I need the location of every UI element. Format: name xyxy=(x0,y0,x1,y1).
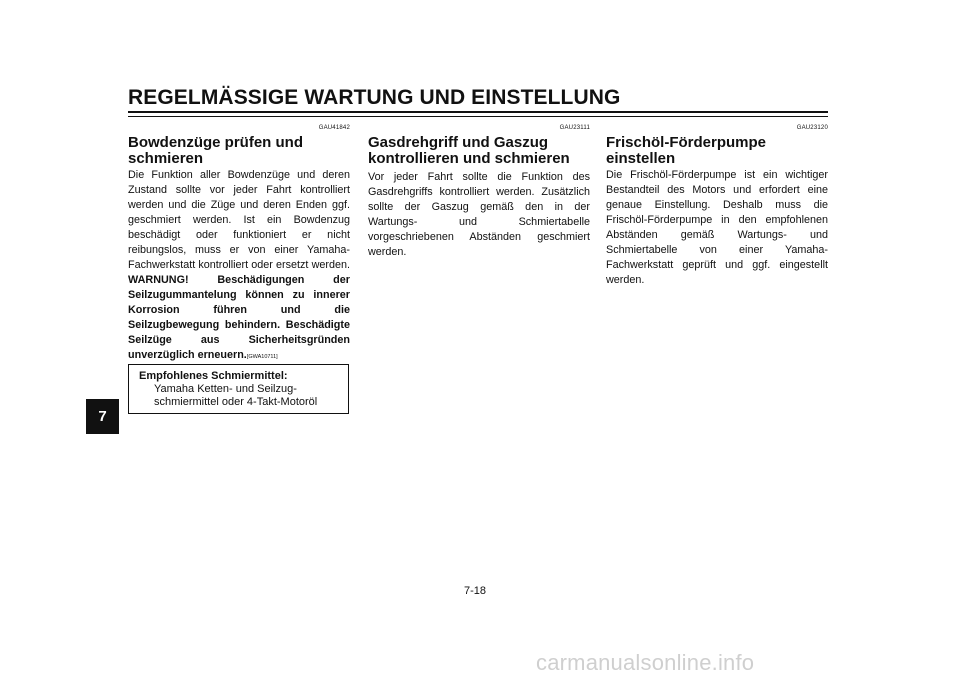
warning-text: WARNUNG! Beschädigungen der Seilzugummantelung können zu innerer Korrosion führen und die Seilzugbewegung behindern. Beschädigte Seilzüge aus Sicherheitsgründen unverzüglich erneuern. xyxy=(128,274,350,361)
chapter-tab: 7 xyxy=(86,399,119,434)
section-oil-pump xyxy=(606,125,828,288)
header-rule-thin xyxy=(128,116,828,117)
lubricant-line2: schmiermittel oder 4-Takt-Motoröl xyxy=(154,396,318,408)
section-body-text: Die Frischöl-Förderpumpe ist ein wichtiger Bestandteil des Motors und erfordert eine genaue Einstellung. Deshalb muss die Frischöl-Förderpumpe in den empfohlenen Abständen gemäß Wartungs- und Schmiertabelle von einer Yamaha-Fachwerkstatt geprüft und ggf. eingestellt werden. xyxy=(606,169,828,286)
header-rule-thick xyxy=(128,111,828,113)
section-heading xyxy=(128,135,350,167)
section-heading xyxy=(368,135,590,167)
page-header xyxy=(128,86,828,110)
section-heading-line2: kontrollieren und schmieren xyxy=(368,150,570,167)
section-heading-line2: schmieren xyxy=(128,150,204,167)
page-number: 7-18 xyxy=(464,585,487,597)
lubricant-line1: Yamaha Ketten- und Seilzug- xyxy=(154,383,297,395)
section-heading-line1: Gasdrehgriff und Gaszug xyxy=(368,134,549,151)
section-body xyxy=(128,168,350,365)
section-body-text: Vor jeder Fahrt sollte die Funktion des Gasdrehgriffs kontrolliert werden. Zusätzlich sollte der Gaszug gemäß den in der Wartungs- und Schmiertabelle vorgeschriebenen Abständen geschmiert werden. xyxy=(368,171,590,258)
section-heading: Frischöl-Förderpumpe einstellen xyxy=(606,134,767,167)
section-cables xyxy=(128,125,350,365)
section-code: GAU23120 xyxy=(796,125,828,131)
warning-code: [GWA10711] xyxy=(246,354,278,360)
lubricant-title: Empfohlenes Schmiermittel: xyxy=(139,370,288,382)
watermark: carmanualsonline.info xyxy=(536,650,755,675)
section-throttle xyxy=(368,125,590,260)
page-title: REGELMÄSSIGE WARTUNG UND EINSTELLUNG xyxy=(128,86,621,109)
section-code: GAU41842 xyxy=(318,125,350,131)
section-heading-line1: Bowdenzüge prüfen und xyxy=(128,134,303,151)
section-code: GAU23111 xyxy=(559,125,590,131)
section-body-text: Die Funktion aller Bowdenzüge und deren Zustand sollte vor jeder Fahrt kontrolliert werden und die Züge und deren Enden ggf. geschmiert werden. Ist ein Bowdenzug beschädigt oder funktioniert er nicht reibungslos, muss er von einer Yamaha-Fachwerkstatt kontrolliert oder ersetzt werden. xyxy=(128,169,350,271)
lubricant-box xyxy=(128,364,349,414)
